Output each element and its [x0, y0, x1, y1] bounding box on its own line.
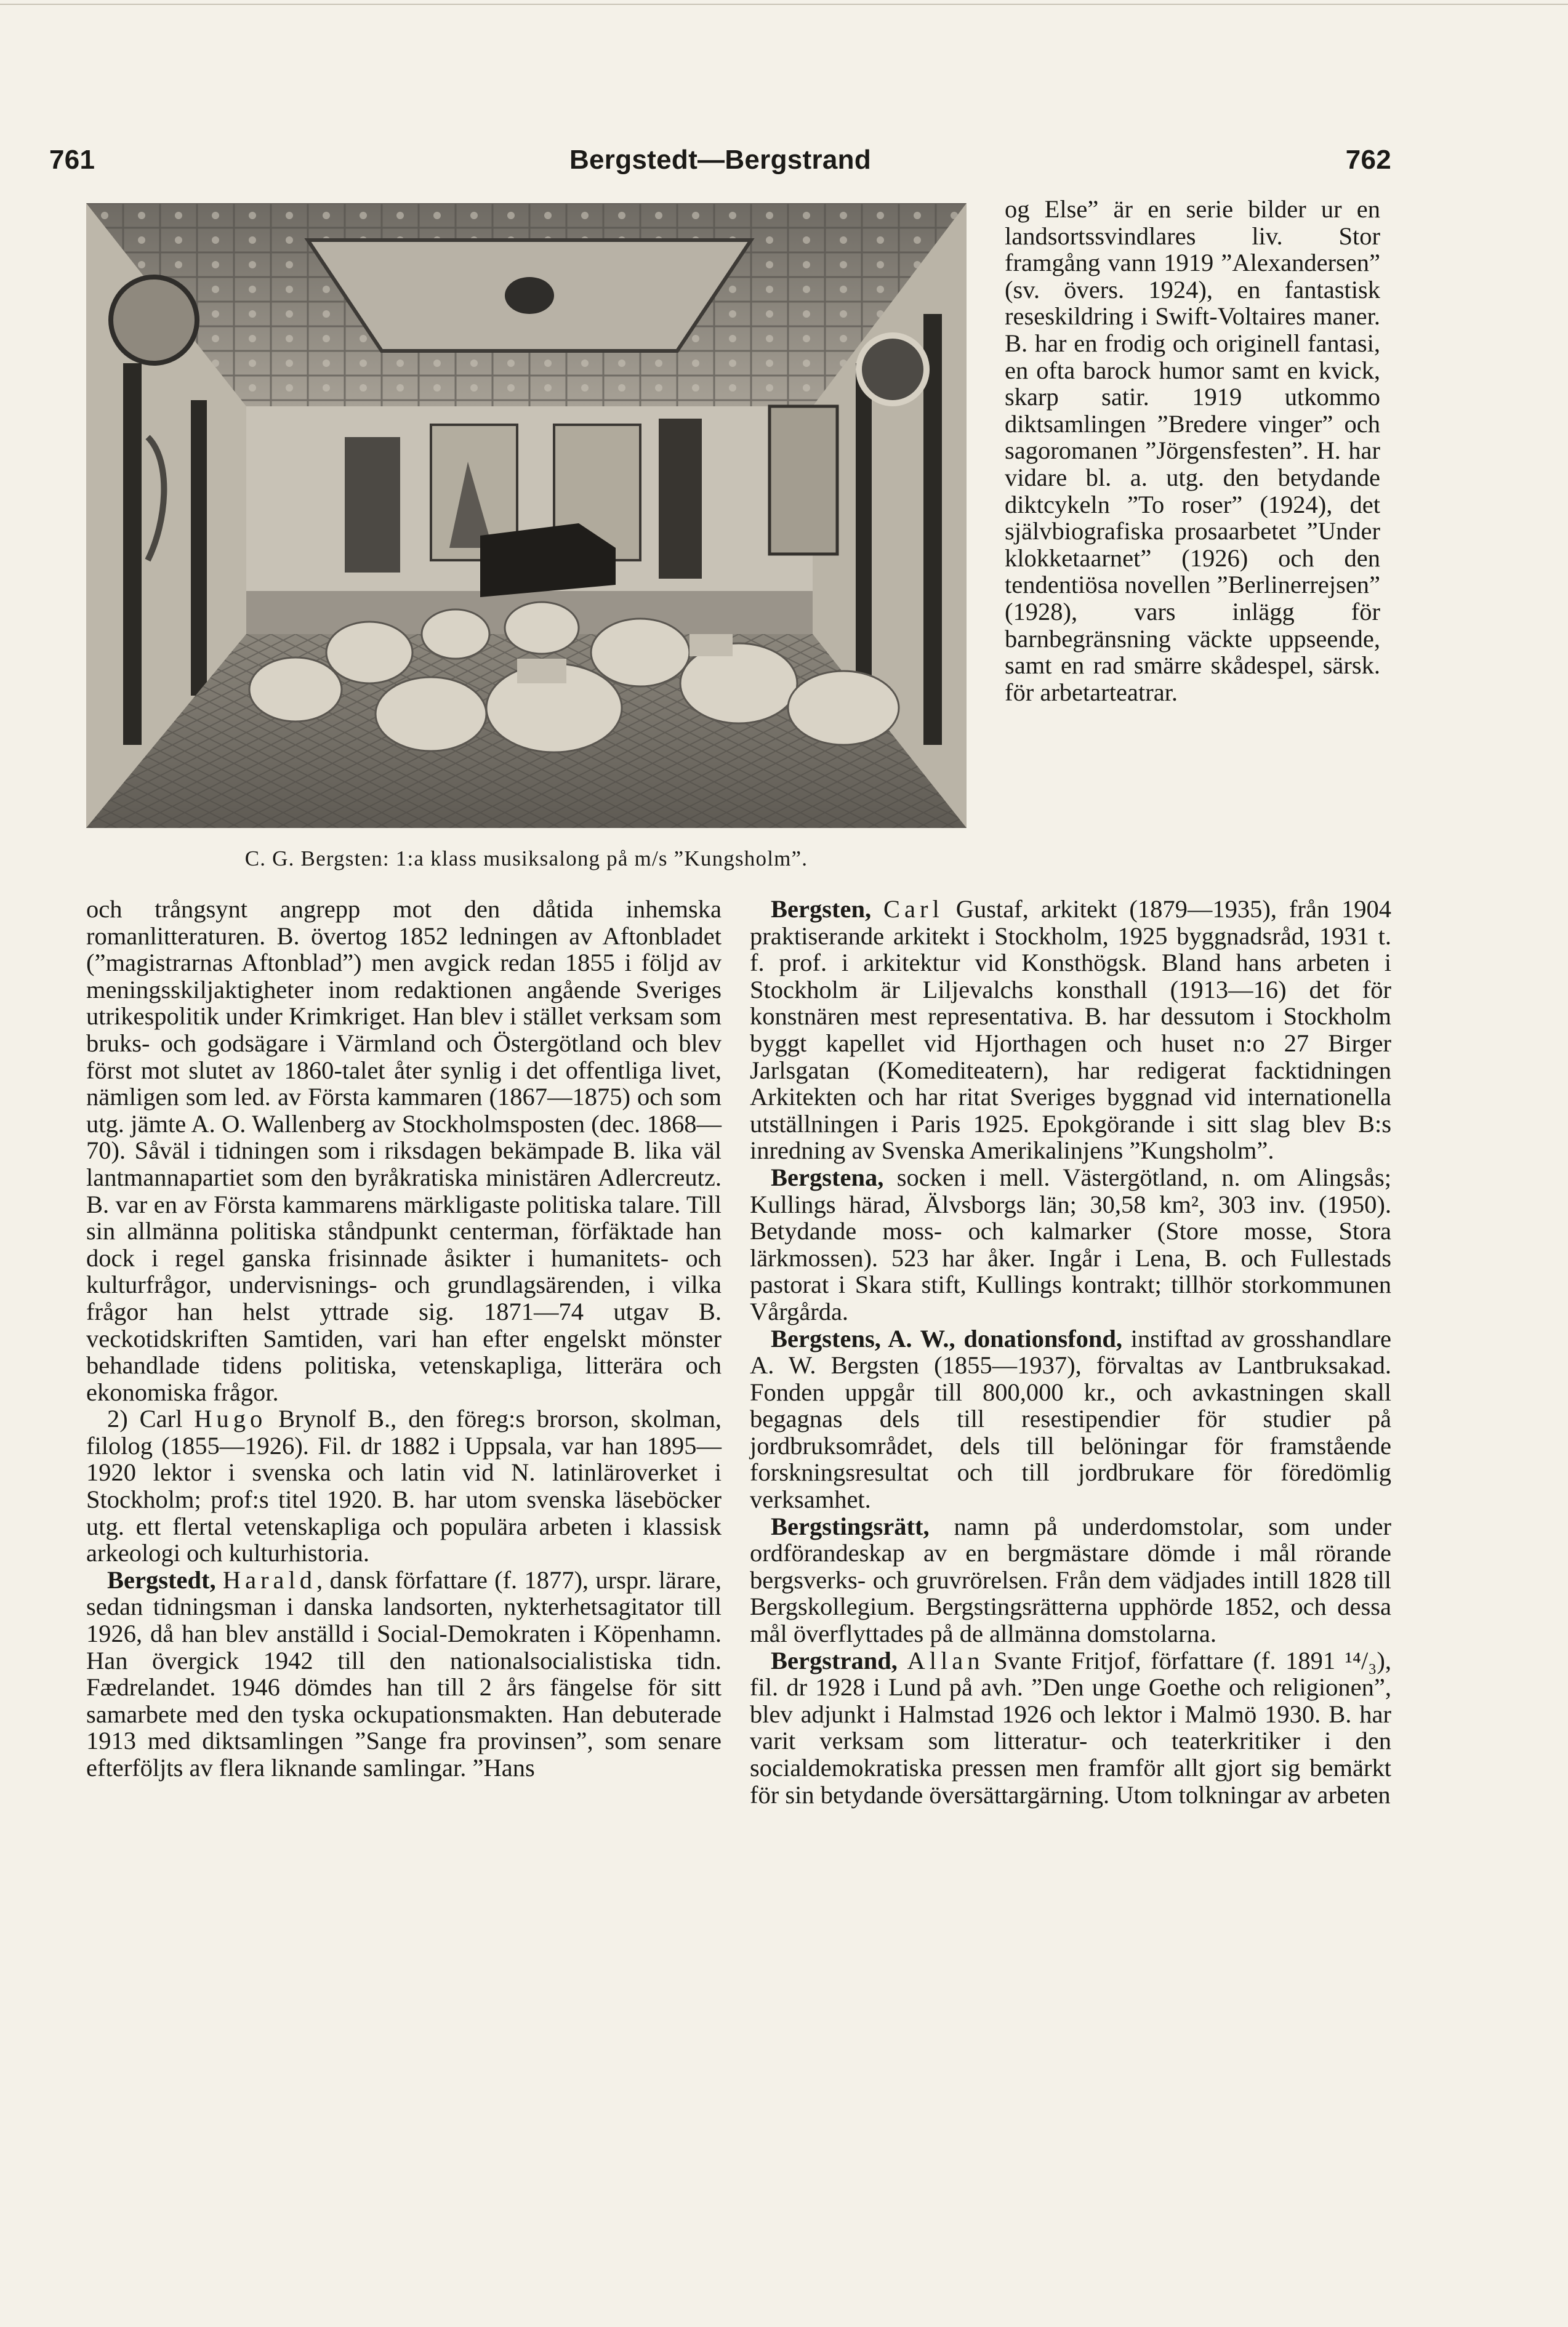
figure-caption: C. G. Bergsten: 1:a klass musiksalong på m/s ”Kungsholm”.: [244, 846, 808, 870]
entry-headword: Bergstena,: [771, 1163, 884, 1191]
entry-headword: Bergstrand,: [771, 1646, 898, 1674]
paragraph: 2) Carl Hugo Brynolf B., den föreg:s brorson, skolman, filolog (1855—1926). Fil. dr 1882 i Uppsala, var han 1895—1920 lektor i svenska och latin vid N. latinläroverket i Stockholm; prof:s titel 1920. B. har utom svenska läseböcker utg. ett flertal vetenskapliga och populära arbeten i klassisk arkeologi och kulturhistoria.: [86, 1405, 722, 1567]
salon-photograph-drawing: [86, 203, 967, 828]
entry-bergstedt: Bergstedt, Harald, dansk författare (f. 1877), urspr. lärare, sedan tidningsman i danska landsorten, nykterhetsagitator till 1926, då han blev anställd i Social-Demokraten i Köpenhamn. Han övergick 1942 till den nationalsocialistiska tidn. Fædrelandet. 1946 dömdes han till 2 års fängelse för sitt samarbete med den tyska ockupationsmakten. Han debuterade 1913 med diktsamlingen ”Sange fra provinsen”, som senare efterföljts av flera liknande samlingar. ”Hans: [86, 1565, 722, 1782]
page-number-right: 762: [1345, 145, 1391, 175]
entry-headword: Bergstedt,: [107, 1565, 216, 1594]
column-left: [86, 896, 722, 1782]
running-title: Bergstedt—Bergstrand: [569, 145, 872, 175]
entry-headword: Bergstingsrätt,: [771, 1512, 930, 1540]
paragraph: og Else” är en serie bilder ur en landsortssvindlares liv. Stor framgång vann 1919 ”Alexandersen” (sv. övers. 1924), en fantastisk reseskildring i Swift-Voltaires maner. B. har en frodig och originell fantasi, en ofta barock humor samt en kvick, skarp satir. 1919 utkommo diktsamlingen ”Bredere vinger” och sagoromanen ”Jörgensfesten”. H. har vidare bl. a. utg. den betydande diktcykeln ”To roser” (1924), det självbiografiska prosaarbetet ”Under klokketaarnet” (1926) och den tendentiösa novellen ”Berlinerrejsen” (1928), vars inlägg för barnbegränsning väckte uppseende, samt en rad smärre skådespel, särsk. för arbetarteatrar.: [1005, 195, 1380, 706]
column-right-top: [1005, 196, 1380, 705]
entry-headword: Bergsten,: [771, 895, 872, 923]
page-header: [49, 145, 1391, 188]
paragraph: och trångsynt angrepp mot den dåtida inhemska romanlitteraturen. B. övertog 1852 ledningen av Aftonbladet (”magistrarnas Aftonblad”) men avgick redan 1855 i följd av meningsskiljaktigheter inom redaktionen angående Sveriges utrikespolitik under Krimkriget. Han blev i stället verksam som bruks- och godsägare i Värmland och Östergötland och blev först mot slutet av 1860-talet åter synlig i det offentliga livet, nämligen som led. av Första kammaren (1867—1875) och som utg. jämte A. O. Wallenberg av Stockholmsposten (dec. 1868—70). Såväl i tidningen som i riksdagen bekämpade B. lika väl lantmannapartiet som den byråkratiska ministären Adlercreutz. B. var en av Första kammarens märkligaste politiska talare. Till sin allmänna politiska ståndpunkt centerman, förfäktade han dock i regel ganska frisinnade åsikter i humanitets- och kulturfrågor, undervisnings- och grundlagsärenden, i vilka frågor han helst yttrade sig. 1871—74 utgav B. veckotidskriften Samtiden, vari han efter engelskt mönster behandlade tidens politiska, vetenskapliga, litterära och ekonomiska frågor.: [86, 895, 722, 1406]
entry-bergstens-fond: Bergstens, A. W., donationsfond, instiftad av grosshandlare A. W. Bergsten (1855—1937), förvaltas av Lantbruksakad. Fonden uppgår till 800,000 kr., och avkastningen skall begagnas dels till resestipendier för studier på jordbruksområdet, dels till belöningar för framstående forskningsresultat och till jordbrukare för föredömlig verksamhet.: [750, 1324, 1391, 1514]
entry-bergstena: Bergstena, socken i mell. Västergötland, n. om Alingsås; Kullings härad, Älvsborgs län; 30,58 km², 303 inv. (1950). Betydande moss- och kalmarker (Store mosse, Stora lärkmossen). 523 har åker. Ingår i Lena, B. och Fullestads pastorat i Skara stift, Kullings kontrakt; tillhör storkommunen Vårgårda.: [750, 1163, 1391, 1325]
entry-bergstingsratt: Bergstingsrätt, namn på underdomstolar, som under ordförandeskap av en bergmästare dömde i mål rörande bergsverks- och gruvrörelsen. Från dem vädjades intill 1828 till Bergskollegium. Bergstingsrätterna upphörde 1852, och dessa mål överflyttades på de allmänna domstolarna.: [750, 1512, 1391, 1648]
entry-bergstrand: Bergstrand, Allan Svante Fritjof, författare (f. 1891 ¹⁴/₃), fil. dr 1928 i Lund på avh. ”Den unge Goethe och religionen”, blev adjunkt i Halmstad 1926 och lektor i Malmö 1930. B. har varit verksam som litteratur- och teaterkritiker i den socialdemokratiska pressen men framför allt gjort sig bemärkt för sin betydande översättargärning. Utom tolkningar av arbeten: [750, 1646, 1391, 1809]
entry-bergsten: Bergsten, Carl Gustaf, arkitekt (1879—1935), från 1904 praktiserande arkitekt i Stockholm, 1925 byggnadsråd, 1931 t. f. prof. i arkitektur vid Konsthögsk. Bland hans arbeten i Stockholm är Liljevalchs konsthall (1913—16) det för konstnären mest representativa. B. har dessutom i Stockholm byggt kapellet vid Hjorthagen och huset n:o 27 Birger Jarlsgatan (Komediteatern), har redigerat facktidningen Arkitekten och har ritat Sveriges byggnad vid internationella utställningen i Paris 1925. Epokgörande i sitt slag blev B:s inredning av Svenska Amerikalinjens ”Kungsholm”.: [750, 895, 1392, 1165]
scan-edge-line: [0, 4, 1568, 5]
entry-headword: Bergstens, A. W., donationsfond,: [771, 1324, 1123, 1352]
salon-photograph: [86, 203, 967, 828]
column-right: [750, 896, 1391, 1808]
page-number-left: 761: [49, 145, 95, 175]
